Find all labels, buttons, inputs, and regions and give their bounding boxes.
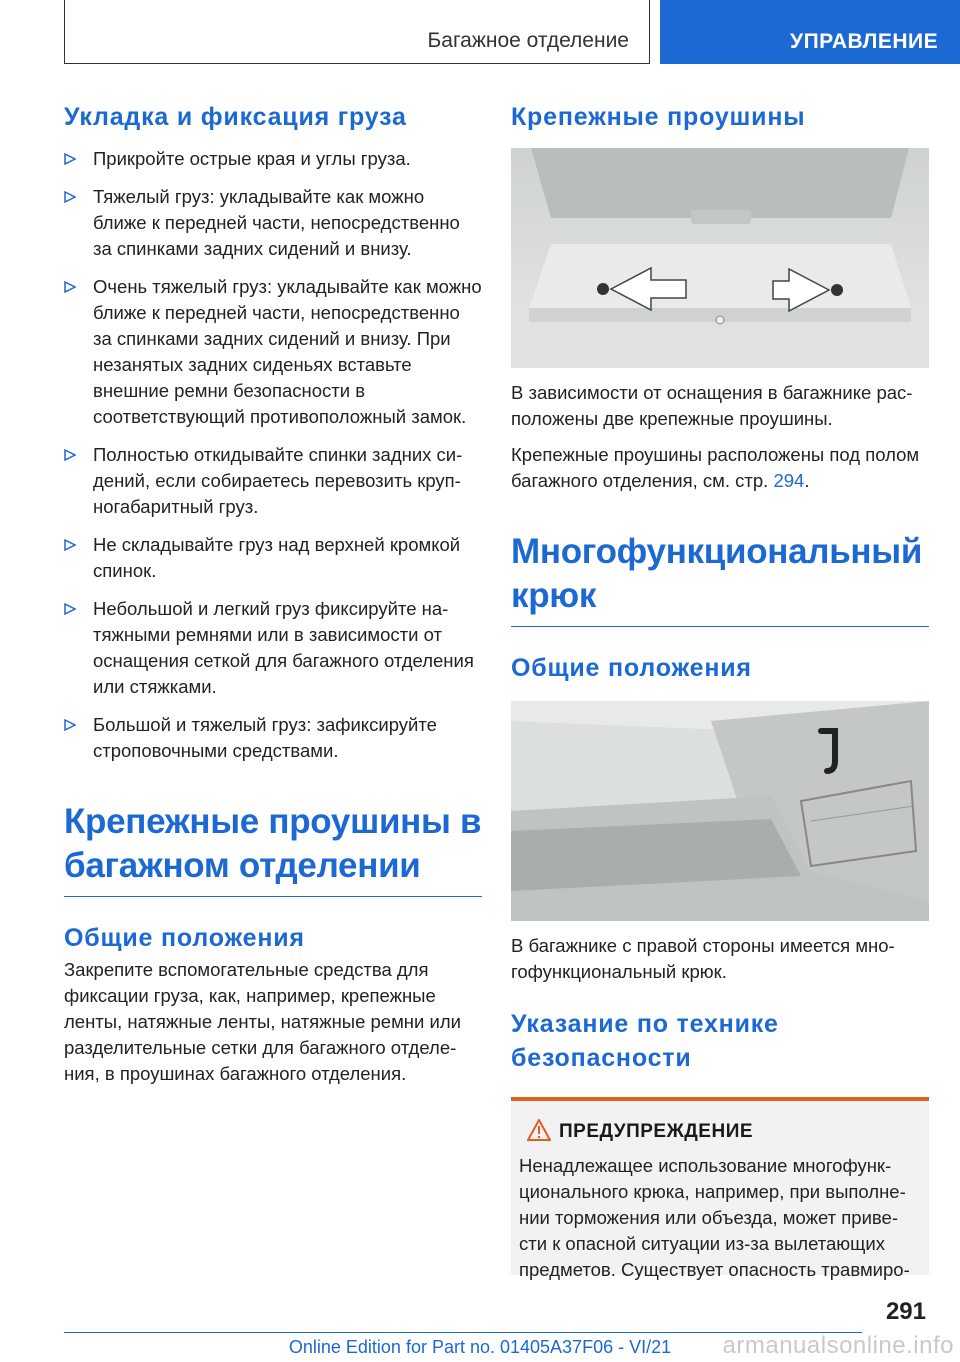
heading-general-info: Общие положения	[64, 924, 305, 952]
left-column	[64, 100, 482, 1087]
page-number: 291	[885, 1298, 926, 1325]
warning-text: Ненадлежащее использование многофункционального крюка, например, при выполнении торможения или объезда, может привести к опасной ситуации из-за вылетающих предметов. Существует опасность травмиро-	[519, 1155, 910, 1280]
trunk-side-hook-illustration	[511, 701, 929, 921]
list-item: Небольшой и легкий груз фиксируйте натяжными ремнями или в зависимости от оснащения сеткой для багажного отделения или стяжками.	[64, 596, 482, 700]
warning-triangle-icon	[527, 1119, 551, 1141]
lashing-eyes-paragraph-1: В зависимости от оснащения в багажнике расположены две крепежные проушины.	[511, 382, 913, 429]
list-item: Не складывайте груз над верхней кромкой спинок.	[64, 532, 482, 584]
header-chapter-label: УПРАВЛЕНИЕ	[790, 30, 939, 53]
triangle-bullet-icon	[64, 603, 76, 615]
lashing-eyes-photo	[511, 148, 929, 368]
multifunction-hook-paragraph: В багажнике с правой стороны имеется многофункциональный крюк.	[511, 935, 895, 982]
watermark-text: armanualsonline.info	[722, 1332, 954, 1359]
right-column	[511, 100, 929, 1280]
heading-multifunction-hook: Многофункциональный крюк	[511, 532, 923, 615]
header-section-box	[64, 0, 650, 64]
list-item: Полностью откидывайте спинки задних сидений, если собираетесь перевозить крупногабаритный груз.	[64, 442, 482, 520]
header-chapter-tab[interactable]	[660, 0, 960, 64]
heading-cargo-stowing: Укладка и фиксация груза	[64, 103, 407, 131]
heading-lashing-eyes: Крепежные проушины	[511, 103, 806, 131]
header-section-title: Багажное отделение	[427, 29, 629, 52]
page-link-294[interactable]: 294	[773, 470, 805, 491]
heading-safety-note: Указание по технике безопасности	[511, 1010, 779, 1072]
triangle-bullet-icon	[64, 153, 76, 165]
triangle-bullet-icon	[64, 719, 76, 731]
triangle-bullet-icon	[64, 191, 76, 203]
list-item: Большой и тяжелый груз: зафиксируйте строповочными средствами.	[64, 712, 482, 764]
triangle-bullet-icon	[64, 281, 76, 293]
section-divider	[511, 626, 929, 627]
heading-lashing-eyes-section: Крепежные проушины в багажном отделении	[64, 802, 482, 885]
section-divider	[64, 896, 482, 897]
list-item: Тяжелый груз: укладывайте как можно ближе к передней части, непосредственно за спинками задних сидений и внизу.	[64, 184, 482, 262]
list-item: Прикройте острые края и углы груза.	[64, 146, 482, 172]
triangle-bullet-icon	[64, 449, 76, 461]
warning-box	[511, 1097, 929, 1280]
triangle-bullet-icon	[64, 539, 76, 551]
cargo-bullet-list	[64, 146, 482, 764]
heading-general-info: Общие положения	[511, 654, 752, 682]
warning-title: ПРЕДУПРЕЖДЕНИЕ	[559, 1121, 754, 1142]
trunk-floor-illustration	[511, 148, 929, 368]
lashing-eyes-paragraph-2: Крепежные проушины расположены под полом багажного отделения, см. стр. 294.	[511, 444, 920, 491]
general-info-paragraph: Закрепите вспомогательные средства для фиксации груза, как, например, крепежные ленты, натяжные ленты, натяжные ремни или разделительные сетки для багажного отделения, в проушинах багажного отделения.	[64, 959, 461, 1084]
list-item: Очень тяжелый груз: укладывайте как можно ближе к передней части, непосредственно за спинками задних сидений и внизу. При незанятых задних сиденьях вставьте внешние ремни безопасности в соответствующий противоположный замок.	[64, 274, 482, 430]
multifunction-hook-photo	[511, 701, 929, 921]
footer-edition-text: Online Edition for Part no. 01405A37F06 - VI/21	[288, 1337, 672, 1357]
